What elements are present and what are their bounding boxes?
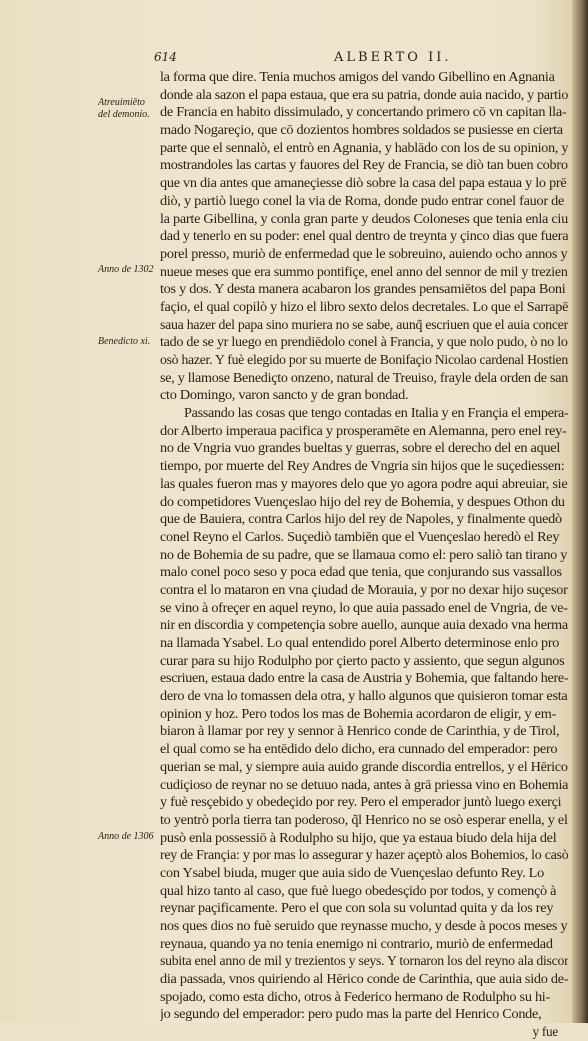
text-line bbox=[160, 475, 568, 493]
text-line bbox=[160, 793, 568, 811]
text-line bbox=[160, 740, 568, 758]
text-line-content: no de Bohemia de su padre, que se llamaua como el: pero saliò tan tirano y bbox=[160, 546, 568, 562]
text-line bbox=[160, 174, 568, 192]
text-line-content: biaron à llamar por rey y sennor à Henrico conde de Carinthia, y de Tirol, bbox=[160, 723, 560, 739]
marginal-line: Atreuimiēto bbox=[98, 97, 145, 108]
text-line bbox=[160, 758, 568, 776]
text-line-content: se vino à ofreçer en aquel reyno, lo que auia passado enel de Vngria, de ve- bbox=[160, 599, 568, 615]
text-line-content: curar para su hijo Rodulpho por çierto pacto y assiento, que segun algunos bbox=[160, 652, 565, 668]
text-line-content: dia passada, vnos quiriendo al Hērico conde de Carinthia, que auia sido de- bbox=[160, 971, 568, 987]
text-line bbox=[160, 439, 568, 457]
text-line-content: Passando las cosas que tengo contadas en Italia y en Françia el empera- bbox=[184, 405, 568, 421]
marginal-line: Anno de 1302 bbox=[98, 264, 154, 275]
text-line bbox=[160, 245, 568, 263]
text-line bbox=[160, 776, 568, 794]
text-line bbox=[160, 457, 568, 475]
text-line bbox=[160, 581, 568, 599]
text-line-content: nueue meses que era summo pontifiçe, enel anno del sennor de mil y trezien bbox=[160, 263, 568, 279]
text-line-content: malo conel poco seso y poca edad que tenia, que conjurando sus vassallos bbox=[160, 564, 562, 580]
text-line-content: el qual como se ha entēdido delo dicho, era cunnado del emperador: pero bbox=[160, 741, 558, 757]
text-line-content: diò, y partiò luego conel la via de Roma, donde pudo entrar conel fauor de bbox=[160, 192, 565, 208]
text-line-content: subita enel anno de mil y trezientos y seys. Y tornaron los del reyno ala discor bbox=[160, 953, 568, 969]
text-line-content: querian se mal, y siempre auia auido grande discordia entrellos, y el Hērico bbox=[160, 758, 568, 774]
text-line bbox=[160, 616, 568, 634]
text-line-content: no de Vngria vuo grandes bueltas y guerras, sobre el derecho del en aquel bbox=[160, 440, 561, 456]
text-line-content: na llamada Ysabel. Lo qual entendido porel Alberto determinose enlo pro bbox=[160, 635, 560, 650]
text-line bbox=[160, 1005, 568, 1023]
text-line-content: façio, el qual copilò y hizo el libro sexto delos decretales. Lo que el Sarrapē bbox=[160, 298, 568, 314]
text-line-content: rey de Françia: y por mas lo assegurar y hazer açeptò alos Bohemios, lo casò bbox=[160, 847, 568, 863]
text-line bbox=[160, 227, 568, 245]
text-line bbox=[160, 811, 568, 829]
text-line bbox=[160, 882, 568, 900]
text-line-content: jo segundo del emperador: pero pudo mas la parte del Henrico Conde, bbox=[160, 1006, 542, 1022]
text-line-content: la parte Gibellina, y conla gran parte y deudos Coloneses que tenia enla ciu bbox=[160, 210, 568, 226]
text-line bbox=[160, 404, 568, 422]
text-line bbox=[160, 263, 568, 281]
marginal-note-atreuimiento bbox=[98, 97, 162, 121]
text-line bbox=[160, 687, 568, 705]
text-line-content: cudiçioso de reynar no se detuuo nada, antes à grā priessa vino en Bohemia bbox=[160, 776, 568, 792]
text-line-content: porel presso, muriò de enfermedad que le sobreuino, auiendo ocho annos y bbox=[160, 245, 568, 261]
text-line-content: la forma que dire. Tenia muchos amigos del vando Gibellino en Agnania bbox=[160, 69, 555, 84]
marginal-line: del demonio. bbox=[98, 109, 150, 120]
page-number: 614 bbox=[154, 50, 177, 64]
text-line bbox=[160, 192, 568, 210]
text-line bbox=[160, 422, 568, 440]
text-line bbox=[160, 68, 568, 86]
text-line-content: las quales fueron mas y mayores delo que yo agora podre aqui abreuiar, sie bbox=[160, 475, 568, 491]
text-line-content: mostrandoles las cartas y fauores del Rey de Francia, se diò tan buen cobro bbox=[160, 157, 568, 173]
text-line-content: que vn dia antes que amaneçiesse diò sobre la casa del papa estaua y lo prē bbox=[160, 175, 567, 191]
text-line bbox=[160, 156, 568, 174]
text-line-content: osò hazer. Y fuè elegido por su muerte de Bonifaçio Nicolao cardenal Hostien bbox=[160, 352, 568, 367]
text-line bbox=[160, 351, 568, 369]
text-line-content: dad y tenerlo en su poder: enel qual dentro de treynta y çinco dias que fuera bbox=[160, 228, 568, 244]
text-line bbox=[160, 510, 568, 528]
text-line-content: de Francia en habito dissimulado, y concertando primero cō vn capitan lla- bbox=[160, 104, 567, 120]
text-line bbox=[160, 139, 568, 157]
text-line-content: donde ala sazon el papa estaua, que era su patria, donde auia nacido, y partio bbox=[160, 86, 568, 102]
text-line bbox=[160, 722, 568, 740]
text-line bbox=[160, 528, 568, 546]
text-line-content: tiempo, por muerte del Rey Andres de Vngria sin hijos que le suçediessen: bbox=[160, 458, 565, 474]
text-line-content: opinion y hoz. Pero todos los mas de Bohemia acordaron de eligir, y em- bbox=[160, 705, 556, 721]
text-line-content: nir en discordia y competençia sobre auello, aunque auia dexado vna herma bbox=[160, 617, 568, 633]
marginal-note-anno-1306 bbox=[98, 831, 162, 843]
text-line-content: dor Alberto imperaua pacifica y prosperamēte en Alemanna, pero enel rey- bbox=[160, 422, 567, 438]
text-line bbox=[160, 563, 568, 581]
text-line-content: cto Domingo, varon sancto y de gran bondad. bbox=[160, 387, 409, 403]
marginal-note-benedicto bbox=[98, 336, 162, 348]
text-line-content: saua hazer del papa sino muriera no se sabe, aunq̃ escriuen que el auia concer bbox=[160, 316, 568, 332]
text-line-content: escriuen, estaua dado entre la casa de Austria y Bohemia, que faltando here- bbox=[160, 670, 568, 686]
body-text bbox=[160, 68, 568, 1041]
text-line-content: qual hizo tanto al caso, que fuè luego obedesçido por todos, y començò à bbox=[160, 882, 557, 898]
text-line bbox=[160, 121, 568, 139]
text-line bbox=[160, 333, 568, 351]
marginal-note-anno-1302 bbox=[98, 264, 162, 276]
text-line bbox=[160, 1023, 568, 1041]
text-line-content: tado de se yr luego en prendiēdolo conel à Francia, y que nolo pudo, ò no lo bbox=[160, 334, 568, 350]
text-line-content: to yentrò porla tierra tan poderoso, q̃l Henrico no se osò esperar enella, y el bbox=[160, 811, 568, 827]
text-line bbox=[160, 546, 568, 564]
text-line bbox=[160, 917, 568, 935]
text-line bbox=[160, 103, 568, 121]
marginal-line: Benedicto xi. bbox=[98, 336, 151, 347]
text-line bbox=[160, 970, 568, 988]
text-line-content: tos y dos. Y desta manera acabaron los grandes pensamiētos del papa Boni bbox=[160, 281, 566, 297]
text-line bbox=[160, 988, 568, 1006]
text-line bbox=[160, 369, 568, 387]
marginal-line: Anno de 1306 bbox=[98, 831, 154, 842]
book-binding-edge bbox=[572, 0, 588, 1023]
text-line-content: y fuè resçebido y obedeçido por rey. Pero el emperador juntò luego exerçi bbox=[160, 794, 562, 810]
text-line bbox=[160, 298, 568, 316]
text-line bbox=[160, 864, 568, 882]
text-line bbox=[160, 829, 568, 847]
text-line bbox=[160, 634, 568, 652]
text-line bbox=[160, 652, 568, 670]
text-line-content: pusò enla possessiō à Rodulpho su hijo, que ya estaua biudo dela hija del bbox=[160, 829, 557, 845]
text-line bbox=[160, 210, 568, 228]
text-line bbox=[160, 669, 568, 687]
text-line-content: con Ysabel biuda, muger que auia sido de Vuençeslao defunto Rey. Lo bbox=[160, 864, 544, 880]
running-title: ALBERTO II. bbox=[334, 50, 452, 65]
text-line-content: conel Reyno el Carlos. Suçediò tambiēn que el Vuençeslao heredò el Rey bbox=[160, 528, 560, 544]
text-line bbox=[160, 705, 568, 723]
text-line bbox=[160, 86, 568, 104]
text-line-content: reynaua, quando ya no tenia enemigo ni contrario, muriò de enfermedad bbox=[160, 935, 553, 951]
text-line bbox=[160, 952, 568, 970]
text-line-content: contra el lo mataron en vna çiudad de Morauia, y por no dexar hijo suçesor bbox=[160, 581, 568, 597]
text-line-content: dero de vna lo tomassen dela otra, y hallo algunos que quisieron tomar esta bbox=[160, 688, 568, 704]
text-line bbox=[160, 935, 568, 953]
text-line-content: reynar paçificamente. Pero el que con sola su voluntad quita y da los rey bbox=[160, 900, 554, 916]
text-line bbox=[160, 899, 568, 917]
text-line bbox=[160, 599, 568, 617]
text-line bbox=[160, 386, 568, 404]
text-line-content: que de Bauiera, contra Carlos hijo del rey de Napoles, y finalmente quedò bbox=[160, 511, 562, 527]
text-line bbox=[160, 316, 568, 334]
text-line bbox=[160, 846, 568, 864]
text-line-content: nos ques dios no fuè seruido que reynasse mucho, y desde à pocos meses y bbox=[160, 918, 568, 933]
text-line-content: do competidores Vuençeslao hijo del rey de Bohemia, y despues Othon du bbox=[160, 493, 565, 509]
text-line-content: parte que el sennalò, el entrò en Agnania, y hablādo con los de su opinion, y bbox=[160, 139, 568, 155]
text-line-content: spojado, como esta dicho, otros à Federico hermano de Rodulpho su hi- bbox=[160, 988, 550, 1004]
text-line-content: mado Nogareçio, que cō dozientos hombres soldados se pusiesse en cierta bbox=[160, 122, 563, 138]
text-line bbox=[160, 280, 568, 298]
text-line bbox=[160, 493, 568, 511]
text-line-content: y fue bbox=[532, 1024, 558, 1040]
text-line-content: se, y llamose Benediçto onzeno, natural de Treuiso, frayle dela orden de san bbox=[160, 369, 568, 385]
page-header bbox=[150, 50, 560, 68]
